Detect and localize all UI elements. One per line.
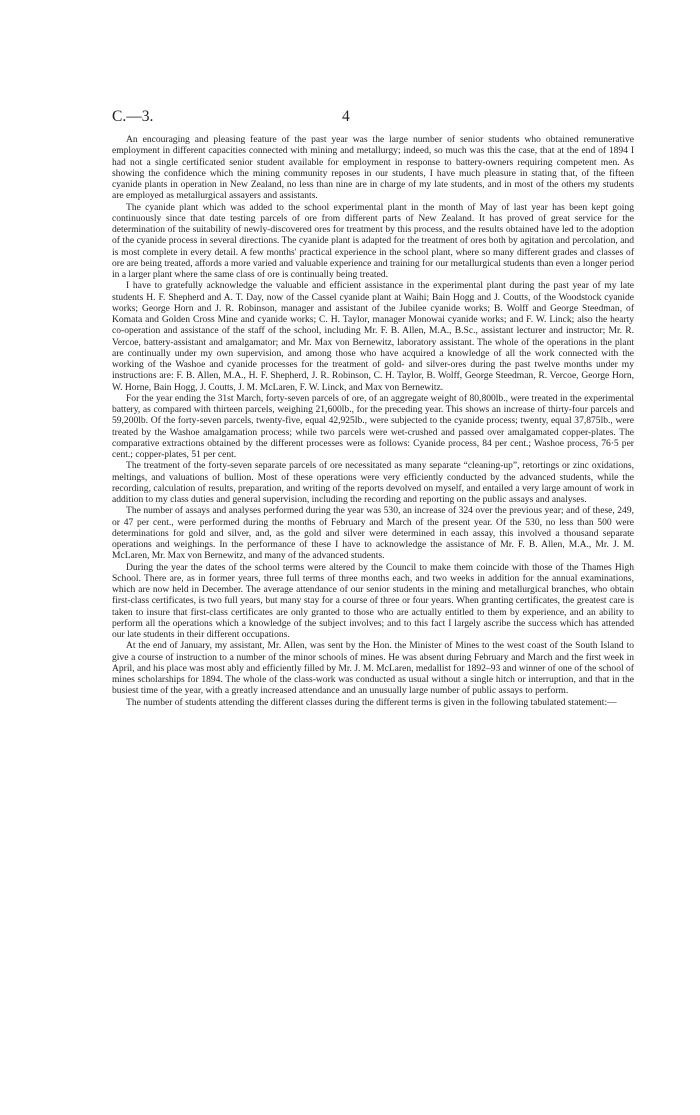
paragraph-treatment: The treatment of the forty-seven separate parcels of ore necessitated as many separate “cleaning-up”, retortings or zinc oxidations, meltings, and valuations of bullion. Most of these operations were very efficiently conducted by the advanced students, while the recording, calculation of results, preparation, and writing of the reports devolved on myself, and entailed a very large amount of work in addition to my class duties and general supervision, including the recording and reporting on the public assays and analyses.	[112, 460, 634, 505]
paragraph-school-terms: During the year the dates of the school terms were altered by the Council to make them coincide with those of the Thames High School. There are, as in former years, three full terms of three months each, and two weeks in addition for the annual examinations, which are now held in December. The average attendance of our senior students in the mining and metallurgical branches, who obtain first-class certificates, is two full years, but many stay for a course of three or four years. When granting certificates, the greatest care is taken to insure that first-class certificates are only granted to those who are actually entitled to them by experience, and an ability to perform all the operations which a knowledge of the subject involves; and to this fact I largely ascribe the success which has attended our late students in their different occupations.	[112, 561, 634, 640]
paragraph-employment: An encouraging and pleasing feature of the past year was the large number of senior students who obtained remunerative employment in different capacities connected with mining and metallurgy; indeed, so much was this the case, that at the end of 1894 I had not a single certificated senior student available for employment in response to battery-owners requiring competent men. As showing the confidence which the mining community reposes in our students, I have much pleasure in stating that, of the fifteen cyanide plants in operation in New Zealand, no less than nine are in charge of my late students, and in most of the others my students are employed as metallurgical assayers and assistants.	[112, 134, 634, 202]
paragraph-cyanide-plant: The cyanide plant which was added to the school experimental plant in the month of May of last year has been kept going continuously since that date testing parcels of ore from different parts of New Zealand. It has proved of great service for the determination of the suitability of newly-discovered ores for treatment by this process, and the results obtained have led to the adoption of the cyanide process in several directions. The cyanide plant is adapted for the treatment of ores both by agitation and percolation, and is most complete in every detail. A few months' practical experience in the school plant, where so many different grades and classes of ore are being treated, affords a more varied and valuable experience and training for our metallurgical students than even a longer period in a larger plant where the same class of ore is continually being treated.	[112, 201, 634, 280]
paragraph-acknowledgements: I have to gratefully acknowledge the valuable and efficient assistance in the experimental plant during the past year of my late students H. F. Shepherd and A. T. Day, now of the Cassel cyanide plant at Waihi; Bain Hogg and J. Coutts, of the Woodstock cyanide works; George Horn and J. R. Robinson, manager and assistant of the Jubilee cyanide works; B. Wolff and George Steedman, of Komata and Golden Cross Mine and cyanide works; C. H. Taylor, manager Monowai cyanide works; and F. W. Linck; also the hearty co-operation and assistance of the staff of the school, including Mr. F. B. Allen, M.A., B.Sc., assistant lecturer and instructor; Mr. R. Vercoe, battery-assistant and amalgamator; and Mr. Max von Bernewitz, laboratory assistant. The whole of the operations in the plant are continually under my own supervision, and among those who have acquired a knowledge of all the work connected with the working of the Washoe and cyanide processes for the treatment of gold- and silver-ores during the past twelve months under my instructions are: F. B. Allen, M.A., H. F. Shepherd, J. R. Robinson, C. H. Taylor, B. Wolff, George Steedman, R. Vercoe, George Horn, W. Horne, Bain Hogg, J. Coutts, J. M. McLaren, F. W. Linck, and Max von Bernewitz.	[112, 280, 634, 393]
paragraph-ore-parcels: For the year ending the 31st March, forty-seven parcels of ore, of an aggregate weight of 80,800lb., were treated in the experimental battery, as compared with thirteen parcels, weighing 21,600lb., for the preceding year. This shows an increase of thirty-four parcels and 59,200lb. Of the forty-seven parcels, twenty-five, equal 42,925lb., were subjected to the cyanide process; twenty, equal 37,875lb., were treated by the Washoe amalgamation process; while two parcels were wet-crushed and passed over amalgamated copper-plates. The comparative extractions obtained by the different processes were as follows: Cyanide process, 84 per cent.; Washoe process, 76·5 per cent.; copper-plates, 51 per cent.	[112, 392, 634, 460]
paragraph-student-numbers: The number of students attending the different classes during the different terms is given in the following tabulated statement:—	[126, 696, 617, 708]
page-number: 4	[342, 108, 350, 125]
body-text	[112, 134, 634, 708]
paragraph-assays: The number of assays and analyses performed during the year was 530, an increase of 324 over the previous year; and of these, 249, or 47 per cent., were performed during the months of February and March of the present year. Of the 530, no less than 500 were determinations for gold and silver, and, as the gold and silver were determined in each assay, this involved a thousand separate operations and weighings. In the performance of these I have to acknowledge the assistance of Mr. F. B. Allen, M.A., Mr. J. M. McLaren, Mr. Max von Bernewitz, and many of the advanced students.	[112, 505, 634, 562]
report-reference: C.—3.	[112, 108, 154, 125]
paragraph-assistant: At the end of January, my assistant, Mr. Allen, was sent by the Hon. the Minister of Mines to the west coast of the South Island to give a course of instruction to a number of the minor schools of mines. He was absent during February and March and the first week in April, and his place was most ably and efficiently filled by Mr. J. M. McLaren, medallist for 1892–93 and winner of one of the school of mines scholarships for 1894. The whole of the class-work was conducted as usual without a single hitch or interruption, and that in the busiest time of the year, with a greatly increased attendance and an unusually large number of public assays to perform.	[112, 640, 634, 697]
